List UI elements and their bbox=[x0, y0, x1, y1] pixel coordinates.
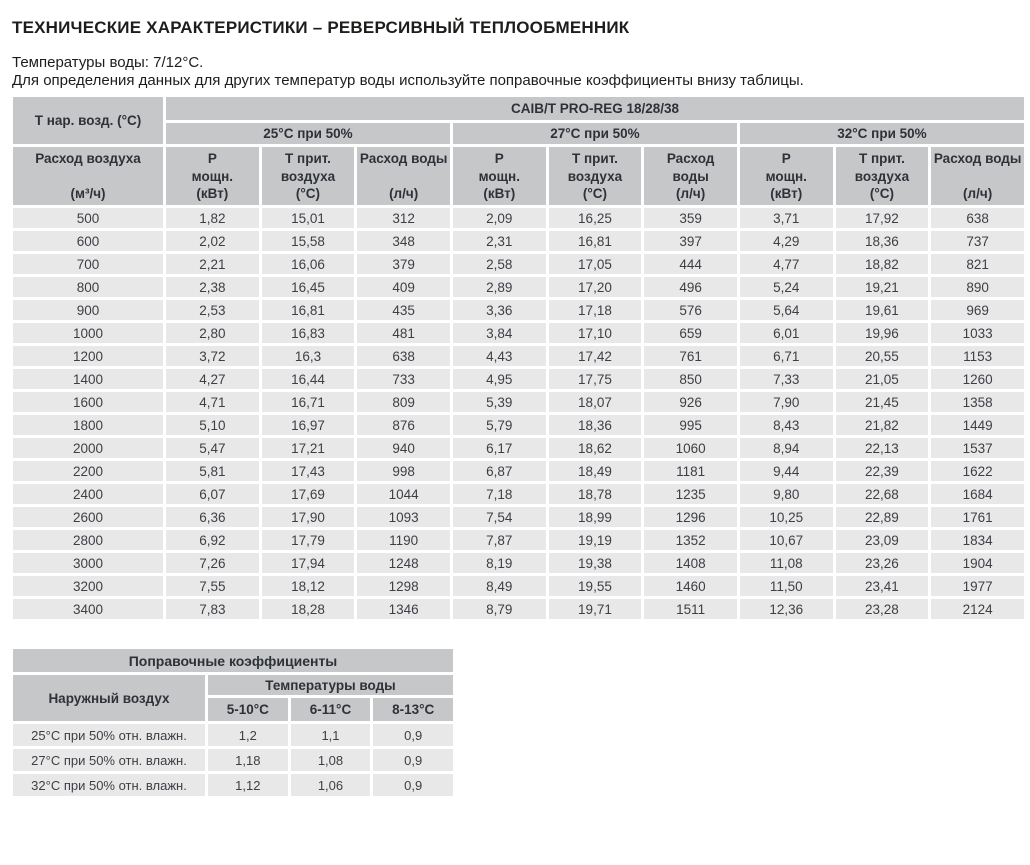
data-cell: 16,71 bbox=[262, 392, 355, 412]
data-cell: 16,06 bbox=[262, 254, 355, 274]
water-temp-note: Температуры воды: 7/12°С. bbox=[12, 54, 204, 71]
group-header-25c: 25°С при 50% bbox=[166, 123, 450, 144]
data-cell: 16,25 bbox=[549, 208, 642, 228]
data-cell: 7,18 bbox=[453, 484, 546, 504]
data-cell: 1060 bbox=[644, 438, 737, 458]
airflow-value: 900 bbox=[13, 300, 163, 320]
data-cell: 18,78 bbox=[549, 484, 642, 504]
data-cell: 2,02 bbox=[166, 231, 259, 251]
data-cell: 4,77 bbox=[740, 254, 833, 274]
data-cell: 6,71 bbox=[740, 346, 833, 366]
col-header-group1-col2 bbox=[644, 147, 737, 205]
model-header-row bbox=[13, 97, 1024, 120]
specs-table bbox=[10, 94, 1027, 622]
data-cell: 17,21 bbox=[262, 438, 355, 458]
data-cell: 1834 bbox=[931, 530, 1024, 550]
data-cell: 10,67 bbox=[740, 530, 833, 550]
col-header-line: Расход воды bbox=[359, 151, 448, 166]
data-cell: 1298 bbox=[357, 576, 450, 596]
correction-title-row bbox=[13, 649, 453, 672]
data-cell: 8,19 bbox=[453, 553, 546, 573]
data-cell: 1346 bbox=[357, 599, 450, 619]
data-cell: 8,43 bbox=[740, 415, 833, 435]
data-cell: 7,87 bbox=[453, 530, 546, 550]
data-cell: 1296 bbox=[644, 507, 737, 527]
data-cell: 1449 bbox=[931, 415, 1024, 435]
airflow-value: 2000 bbox=[13, 438, 163, 458]
airflow-value: 2800 bbox=[13, 530, 163, 550]
data-cell: 397 bbox=[644, 231, 737, 251]
data-cell: 18,28 bbox=[262, 599, 355, 619]
col-header-line: Р bbox=[207, 151, 217, 166]
col-header-line: мощн. bbox=[478, 168, 520, 184]
correction-row bbox=[13, 749, 453, 771]
table-row bbox=[13, 231, 1024, 251]
coefficient-cell: 1,12 bbox=[208, 774, 288, 796]
coefficient-cell: 0,9 bbox=[373, 724, 453, 746]
data-cell: 2124 bbox=[931, 599, 1024, 619]
correction-row bbox=[13, 724, 453, 746]
data-cell: 17,75 bbox=[549, 369, 642, 389]
data-cell: 890 bbox=[931, 277, 1024, 297]
airflow-value: 500 bbox=[13, 208, 163, 228]
range-header-6-11: 6-11°С bbox=[291, 698, 371, 721]
data-cell: 1622 bbox=[931, 461, 1024, 481]
data-cell: 17,92 bbox=[836, 208, 929, 228]
data-cell: 12,36 bbox=[740, 599, 833, 619]
data-cell: 576 bbox=[644, 300, 737, 320]
data-cell: 1093 bbox=[357, 507, 450, 527]
data-cell: 969 bbox=[931, 300, 1024, 320]
data-cell: 926 bbox=[644, 392, 737, 412]
data-cell: 444 bbox=[644, 254, 737, 274]
col-header-line: Т прит. bbox=[858, 151, 905, 166]
coefficient-cell: 0,9 bbox=[373, 774, 453, 796]
group-header-32c: 32°С при 50% bbox=[740, 123, 1024, 144]
data-cell: 23,26 bbox=[836, 553, 929, 573]
airflow-value: 2400 bbox=[13, 484, 163, 504]
data-cell: 19,19 bbox=[549, 530, 642, 550]
data-cell: 2,38 bbox=[166, 277, 259, 297]
coefficient-cell: 1,18 bbox=[208, 749, 288, 771]
data-cell: 11,50 bbox=[740, 576, 833, 596]
table-row bbox=[13, 277, 1024, 297]
col-header-line: Расход воды bbox=[933, 151, 1022, 166]
table-row bbox=[13, 484, 1024, 504]
data-cell: 1033 bbox=[931, 323, 1024, 343]
data-cell: 1352 bbox=[644, 530, 737, 550]
data-cell: 4,71 bbox=[166, 392, 259, 412]
data-cell: 17,43 bbox=[262, 461, 355, 481]
col-header-line: (кВт) bbox=[770, 186, 803, 201]
col-header-line: (л/ч) bbox=[963, 186, 993, 201]
airflow-header-line: (м³/ч) bbox=[70, 186, 106, 201]
data-cell: 18,36 bbox=[836, 231, 929, 251]
correction-table bbox=[10, 646, 456, 799]
data-cell: 19,21 bbox=[836, 277, 929, 297]
col-header-line: (л/ч) bbox=[676, 186, 706, 201]
data-cell: 4,43 bbox=[453, 346, 546, 366]
data-cell: 16,81 bbox=[549, 231, 642, 251]
data-cell: 16,3 bbox=[262, 346, 355, 366]
airflow-header-line: Расход воздуха bbox=[35, 151, 141, 166]
col-header-line: (кВт) bbox=[483, 186, 516, 201]
data-cell: 737 bbox=[931, 231, 1024, 251]
data-cell: 2,58 bbox=[453, 254, 546, 274]
airflow-value: 2200 bbox=[13, 461, 163, 481]
data-cell: 4,27 bbox=[166, 369, 259, 389]
col-header-group0-col1 bbox=[262, 147, 355, 205]
table-row bbox=[13, 461, 1024, 481]
data-cell: 17,94 bbox=[262, 553, 355, 573]
col-header-group2-col1 bbox=[836, 147, 929, 205]
data-cell: 22,39 bbox=[836, 461, 929, 481]
data-cell: 16,97 bbox=[262, 415, 355, 435]
condition-label: 25°С при 50% отн. влажн. bbox=[13, 724, 205, 746]
data-cell: 16,45 bbox=[262, 277, 355, 297]
data-cell: 7,33 bbox=[740, 369, 833, 389]
data-cell: 4,95 bbox=[453, 369, 546, 389]
table-row bbox=[13, 346, 1024, 366]
data-cell: 18,49 bbox=[549, 461, 642, 481]
airflow-value: 1400 bbox=[13, 369, 163, 389]
data-cell: 8,79 bbox=[453, 599, 546, 619]
data-cell: 17,10 bbox=[549, 323, 642, 343]
data-cell: 19,61 bbox=[836, 300, 929, 320]
data-cell: 7,83 bbox=[166, 599, 259, 619]
data-cell: 6,36 bbox=[166, 507, 259, 527]
airflow-value: 600 bbox=[13, 231, 163, 251]
col-header-line: воздуха bbox=[567, 168, 623, 184]
data-cell: 9,44 bbox=[740, 461, 833, 481]
col-header-line: (°С) bbox=[869, 186, 894, 201]
data-cell: 17,79 bbox=[262, 530, 355, 550]
col-header-line: Расход bbox=[666, 151, 715, 166]
airflow-value: 700 bbox=[13, 254, 163, 274]
coefficient-cell: 1,08 bbox=[291, 749, 371, 771]
data-cell: 348 bbox=[357, 231, 450, 251]
table-row bbox=[13, 369, 1024, 389]
table-row bbox=[13, 323, 1024, 343]
data-cell: 9,80 bbox=[740, 484, 833, 504]
data-cell: 16,44 bbox=[262, 369, 355, 389]
table-row bbox=[13, 576, 1024, 596]
data-cell: 18,99 bbox=[549, 507, 642, 527]
data-cell: 2,21 bbox=[166, 254, 259, 274]
data-cell: 8,49 bbox=[453, 576, 546, 596]
data-cell: 1260 bbox=[931, 369, 1024, 389]
data-cell: 19,96 bbox=[836, 323, 929, 343]
data-cell: 18,12 bbox=[262, 576, 355, 596]
data-cell: 995 bbox=[644, 415, 737, 435]
group-header-row bbox=[13, 123, 1024, 144]
data-cell: 10,25 bbox=[740, 507, 833, 527]
data-cell: 1358 bbox=[931, 392, 1024, 412]
data-cell: 998 bbox=[357, 461, 450, 481]
data-cell: 1235 bbox=[644, 484, 737, 504]
data-cell: 1408 bbox=[644, 553, 737, 573]
data-cell: 359 bbox=[644, 208, 737, 228]
data-cell: 23,41 bbox=[836, 576, 929, 596]
col-header-line: (°С) bbox=[582, 186, 608, 201]
data-cell: 17,05 bbox=[549, 254, 642, 274]
col-header-group0-col2 bbox=[357, 147, 450, 205]
data-cell: 6,01 bbox=[740, 323, 833, 343]
data-cell: 20,55 bbox=[836, 346, 929, 366]
table-row bbox=[13, 553, 1024, 573]
data-cell: 6,07 bbox=[166, 484, 259, 504]
data-cell: 22,89 bbox=[836, 507, 929, 527]
coefficient-cell: 0,9 bbox=[373, 749, 453, 771]
airflow-value: 3400 bbox=[13, 599, 163, 619]
col-header-group2-col2 bbox=[931, 147, 1024, 205]
airflow-value: 2600 bbox=[13, 507, 163, 527]
coefficient-cell: 1,1 bbox=[291, 724, 371, 746]
data-cell: 481 bbox=[357, 323, 450, 343]
col-header-line: Р bbox=[494, 151, 504, 166]
data-cell: 409 bbox=[357, 277, 450, 297]
data-cell: 2,09 bbox=[453, 208, 546, 228]
data-cell: 1190 bbox=[357, 530, 450, 550]
data-cell: 940 bbox=[357, 438, 450, 458]
data-cell: 3,84 bbox=[453, 323, 546, 343]
data-cell: 821 bbox=[931, 254, 1024, 274]
airflow-header bbox=[13, 147, 163, 205]
airflow-value: 1800 bbox=[13, 415, 163, 435]
table-row bbox=[13, 507, 1024, 527]
data-cell: 8,94 bbox=[740, 438, 833, 458]
data-cell: 22,68 bbox=[836, 484, 929, 504]
data-cell: 5,39 bbox=[453, 392, 546, 412]
data-cell: 16,83 bbox=[262, 323, 355, 343]
data-cell: 1904 bbox=[931, 553, 1024, 573]
correction-note: Для определения данных для других температур воды используйте поправочные коэффициенты внизу таблицы. bbox=[12, 72, 804, 89]
col-header-line: мощн. bbox=[765, 168, 807, 184]
col-header-line: Т прит. bbox=[285, 151, 331, 166]
data-cell: 18,36 bbox=[549, 415, 642, 435]
data-cell: 17,90 bbox=[262, 507, 355, 527]
table-row bbox=[13, 438, 1024, 458]
correction-header-row-1 bbox=[13, 675, 453, 695]
data-cell: 21,05 bbox=[836, 369, 929, 389]
data-cell: 7,54 bbox=[453, 507, 546, 527]
data-cell: 2,53 bbox=[166, 300, 259, 320]
data-cell: 1044 bbox=[357, 484, 450, 504]
data-cell: 22,13 bbox=[836, 438, 929, 458]
data-cell: 2,80 bbox=[166, 323, 259, 343]
col-header-line: Т прит. bbox=[572, 151, 618, 166]
table-row bbox=[13, 392, 1024, 412]
data-cell: 1684 bbox=[931, 484, 1024, 504]
data-cell: 435 bbox=[357, 300, 450, 320]
data-cell: 1460 bbox=[644, 576, 737, 596]
data-cell: 7,55 bbox=[166, 576, 259, 596]
data-cell: 7,26 bbox=[166, 553, 259, 573]
outdoor-temp-header: Т нар. возд. (°С) bbox=[13, 97, 163, 144]
airflow-value: 800 bbox=[13, 277, 163, 297]
table-row bbox=[13, 415, 1024, 435]
data-cell: 659 bbox=[644, 323, 737, 343]
data-cell: 23,09 bbox=[836, 530, 929, 550]
data-cell: 3,36 bbox=[453, 300, 546, 320]
col-header-line: воздуха bbox=[280, 168, 336, 184]
data-cell: 5,64 bbox=[740, 300, 833, 320]
col-header-group0-col0 bbox=[166, 147, 259, 205]
data-cell: 1537 bbox=[931, 438, 1024, 458]
data-cell: 18,62 bbox=[549, 438, 642, 458]
data-cell: 761 bbox=[644, 346, 737, 366]
range-header-8-13: 8-13°С bbox=[373, 698, 453, 721]
data-cell: 5,10 bbox=[166, 415, 259, 435]
table-row bbox=[13, 300, 1024, 320]
data-cell: 7,90 bbox=[740, 392, 833, 412]
coefficient-cell: 1,2 bbox=[208, 724, 288, 746]
data-cell: 3,71 bbox=[740, 208, 833, 228]
data-cell: 1761 bbox=[931, 507, 1024, 527]
data-cell: 1,82 bbox=[166, 208, 259, 228]
data-cell: 19,55 bbox=[549, 576, 642, 596]
model-header: CAIB/T PRO-REG 18/28/38 bbox=[166, 97, 1024, 120]
coefficient-cell: 1,06 bbox=[291, 774, 371, 796]
data-cell: 496 bbox=[644, 277, 737, 297]
data-cell: 5,81 bbox=[166, 461, 259, 481]
col-header-line: воздуха bbox=[854, 168, 910, 184]
col-header-group2-col0 bbox=[740, 147, 833, 205]
correction-table-title: Поправочные коэффициенты bbox=[13, 649, 453, 672]
col-header-line: мощн. bbox=[191, 168, 233, 184]
data-cell: 16,81 bbox=[262, 300, 355, 320]
data-cell: 21,45 bbox=[836, 392, 929, 412]
data-cell: 876 bbox=[357, 415, 450, 435]
col-header-line: (л/ч) bbox=[389, 186, 419, 201]
data-cell: 17,18 bbox=[549, 300, 642, 320]
airflow-value: 1600 bbox=[13, 392, 163, 412]
correction-row bbox=[13, 774, 453, 796]
col-header-line: воды bbox=[672, 168, 709, 184]
data-cell: 23,28 bbox=[836, 599, 929, 619]
data-cell: 1511 bbox=[644, 599, 737, 619]
range-header-5-10: 5-10°С bbox=[208, 698, 288, 721]
data-cell: 733 bbox=[357, 369, 450, 389]
data-cell: 17,42 bbox=[549, 346, 642, 366]
condition-label: 32°С при 50% отн. влажн. bbox=[13, 774, 205, 796]
airflow-value: 3000 bbox=[13, 553, 163, 573]
col-header-line: (°С) bbox=[295, 186, 321, 201]
data-cell: 2,89 bbox=[453, 277, 546, 297]
page-title: ТЕХНИЧЕСКИЕ ХАРАКТЕРИСТИКИ – РЕВЕРСИВНЫЙ ТЕПЛООБМЕННИК bbox=[12, 18, 630, 37]
data-cell: 6,92 bbox=[166, 530, 259, 550]
data-cell: 638 bbox=[357, 346, 450, 366]
table-row bbox=[13, 599, 1024, 619]
data-cell: 850 bbox=[644, 369, 737, 389]
data-cell: 18,82 bbox=[836, 254, 929, 274]
data-cell: 5,79 bbox=[453, 415, 546, 435]
data-cell: 2,31 bbox=[453, 231, 546, 251]
airflow-value: 1000 bbox=[13, 323, 163, 343]
column-header-row bbox=[13, 147, 1024, 205]
data-cell: 1977 bbox=[931, 576, 1024, 596]
data-cell: 6,87 bbox=[453, 461, 546, 481]
data-cell: 4,29 bbox=[740, 231, 833, 251]
table-row bbox=[13, 254, 1024, 274]
data-cell: 1181 bbox=[644, 461, 737, 481]
condition-label: 27°С при 50% отн. влажн. bbox=[13, 749, 205, 771]
data-cell: 21,82 bbox=[836, 415, 929, 435]
data-cell: 312 bbox=[357, 208, 450, 228]
data-cell: 17,20 bbox=[549, 277, 642, 297]
col-header-line: Р bbox=[781, 151, 791, 166]
data-cell: 15,58 bbox=[262, 231, 355, 251]
col-header-group1-col0 bbox=[453, 147, 546, 205]
data-cell: 3,72 bbox=[166, 346, 259, 366]
airflow-value: 1200 bbox=[13, 346, 163, 366]
group-header-27c: 27°С при 50% bbox=[453, 123, 737, 144]
data-cell: 19,38 bbox=[549, 553, 642, 573]
airflow-value: 3200 bbox=[13, 576, 163, 596]
data-cell: 1153 bbox=[931, 346, 1024, 366]
data-cell: 17,69 bbox=[262, 484, 355, 504]
water-temps-header: Температуры воды bbox=[208, 675, 453, 695]
col-header-line: (кВт) bbox=[196, 186, 229, 201]
data-cell: 379 bbox=[357, 254, 450, 274]
data-cell: 6,17 bbox=[453, 438, 546, 458]
data-cell: 809 bbox=[357, 392, 450, 412]
outdoor-air-header: Наружный воздух bbox=[13, 675, 205, 721]
data-cell: 15,01 bbox=[262, 208, 355, 228]
data-cell: 18,07 bbox=[549, 392, 642, 412]
data-cell: 11,08 bbox=[740, 553, 833, 573]
data-cell: 5,24 bbox=[740, 277, 833, 297]
col-header-group1-col1 bbox=[549, 147, 642, 205]
data-cell: 5,47 bbox=[166, 438, 259, 458]
table-row bbox=[13, 208, 1024, 228]
data-cell: 638 bbox=[931, 208, 1024, 228]
table-row bbox=[13, 530, 1024, 550]
data-cell: 19,71 bbox=[549, 599, 642, 619]
data-cell: 1248 bbox=[357, 553, 450, 573]
